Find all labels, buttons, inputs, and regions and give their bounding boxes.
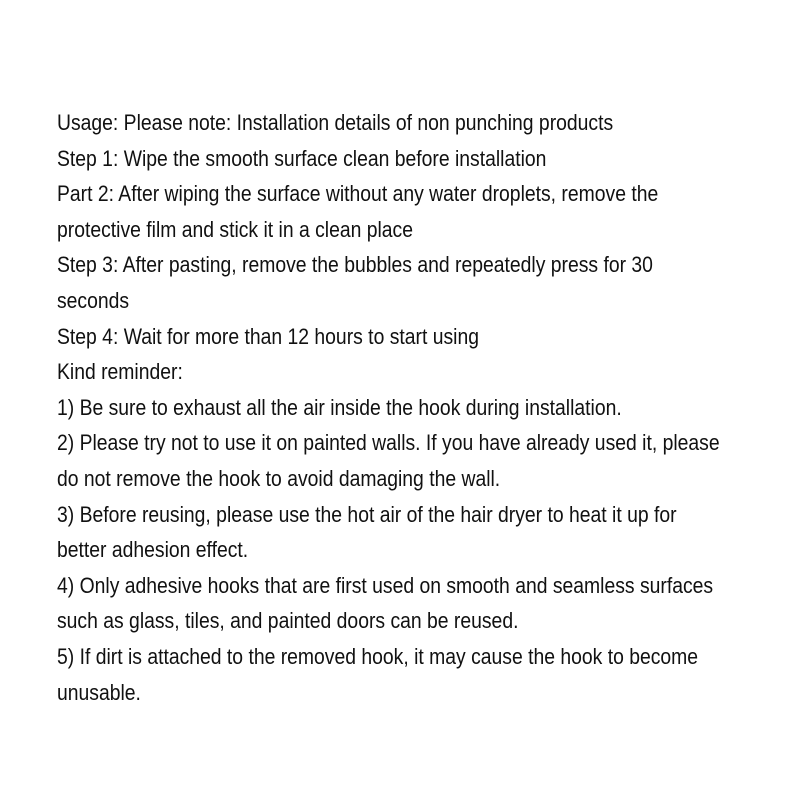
step-2-line-continued: protective film and stick it in a clean place: [57, 216, 413, 242]
reminder-1-line: 1) Be sure to exhaust all the air inside the hook during installation.: [57, 394, 622, 420]
usage-heading: Usage: Please note: Installation details of non punching products: [57, 110, 614, 135]
reminder-heading: Kind reminder:: [57, 359, 183, 385]
step-3-line-continued: seconds: [57, 287, 130, 313]
step-1-line: Step 1: Wipe the smooth surface clean before installation: [57, 145, 547, 171]
reminder-4-line: 4) Only adhesive hooks that are first used on smooth and seamless surfaces: [57, 572, 714, 598]
reminder-5-line-continued: unusable.: [57, 679, 141, 705]
reminder-2-line: 2) Please try not to use it on painted walls. If you have already used it, please: [57, 430, 720, 456]
instruction-text-block: [57, 105, 720, 710]
reminder-3-line-continued: better adhesion effect.: [57, 537, 249, 563]
step-3-line: Step 3: After pasting, remove the bubbles and repeatedly press for 30: [57, 252, 653, 278]
reminder-2-line-continued: do not remove the hook to avoid damaging the wall.: [57, 465, 501, 491]
step-2-line: Part 2: After wiping the surface without any water droplets, remove the: [57, 181, 659, 207]
reminder-3-line: 3) Before reusing, please use the hot air of the hair dryer to heat it up for: [57, 501, 677, 527]
reminder-5-line: 5) If dirt is attached to the removed hook, it may cause the hook to become: [57, 643, 699, 669]
reminder-4-line-continued: such as glass, tiles, and painted doors can be reused.: [57, 608, 519, 634]
step-4-line: Step 4: Wait for more than 12 hours to start using: [57, 323, 479, 349]
